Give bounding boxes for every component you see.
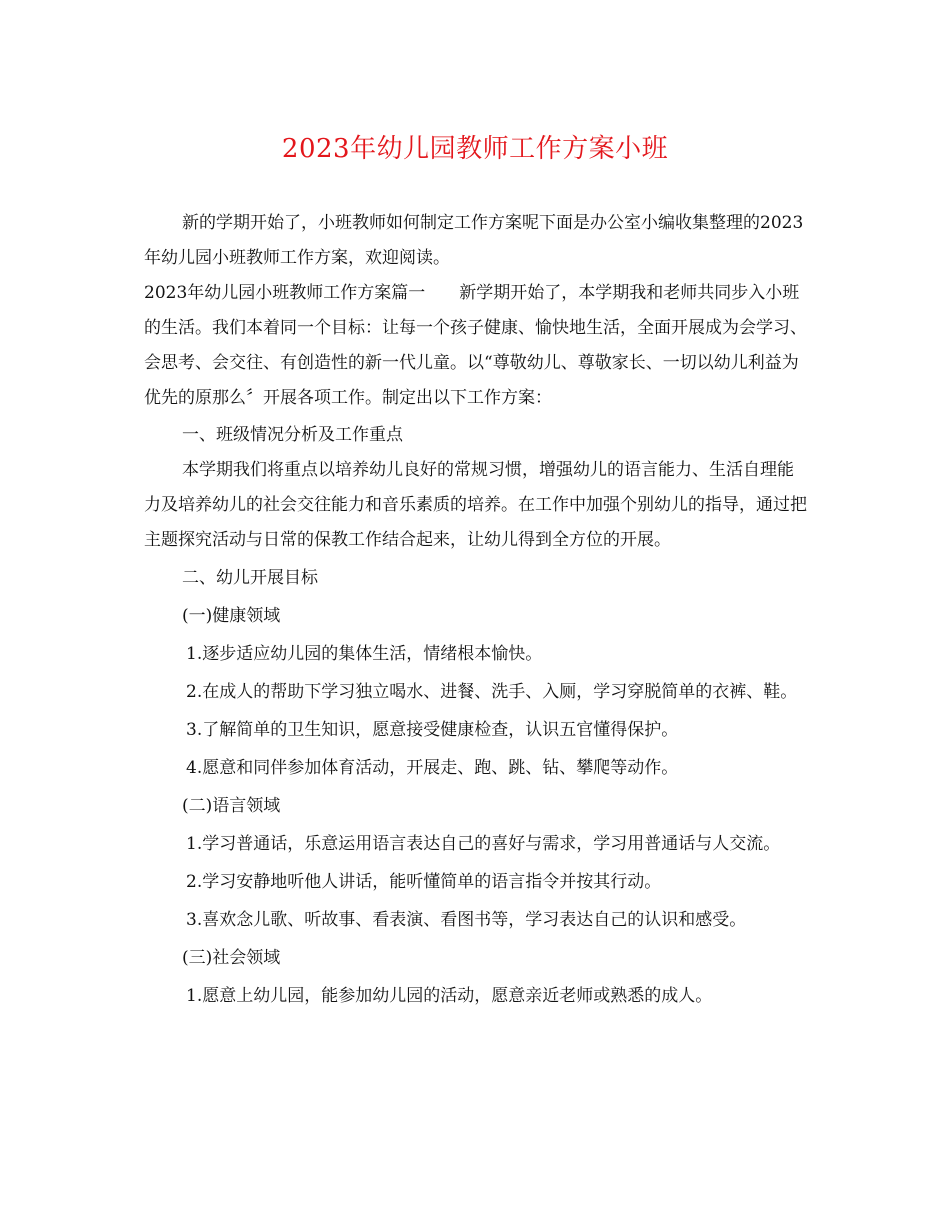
section-heading-development-goals: 二、幼儿开展目标 — [182, 568, 318, 588]
language-item-3: 3.喜欢念儿歌、听故事、看表演、看图书等，学习表达自己的认识和感受。 — [186, 910, 747, 930]
health-item-3: 3.了解简单的卫生知识，愿意接受健康检查，认识五官懂得保护。 — [186, 720, 679, 740]
health-item-2: 2.在成人的帮助下学习独立喝水、进餐、洗手、入厕，学习穿脱简单的衣裤、鞋。 — [186, 682, 798, 702]
plan-one-paragraph: 2023年幼儿园小班教师工作方案篇一 新学期开始了，本学期我和老师共同步入小班的生活。我们本着同一个目标：让每一个孩子健康、愉快地生活，全面开展成为会学习、会思考、会交往、有创造性的新一代儿童。以“尊敬幼儿、尊敬家长、一切以幼儿利益为优先的原那么〞开展各项工作。制定出以下工作方案： — [144, 283, 807, 408]
class-analysis-paragraph: 本学期我们将重点以培养幼儿良好的常规习惯，增强幼儿的语言能力、生活自理能力及培养幼儿的社会交往能力和音乐素质的培养。在工作中加强个别幼儿的指导，通过把主题探究活动与日常的保教工作结合起来，让幼儿得到全方位的开展。 — [144, 460, 807, 550]
language-item-2: 2.学习安静地听他人讲话，能听懂简单的语言指令并按其行动。 — [186, 872, 662, 892]
social-item-1: 1.愿意上幼儿园，能参加幼儿园的活动，愿意亲近老师或熟悉的成人。 — [186, 986, 713, 1006]
section-heading-class-analysis: 一、班级情况分析及工作重点 — [182, 425, 403, 445]
language-item-1: 1.学习普通话，乐意运用语言表达自己的喜好与需求，学习用普通话与人交流。 — [186, 834, 781, 854]
health-item-4: 4.愿意和同伴参加体育活动，开展走、跑、跳、钻、攀爬等动作。 — [186, 758, 679, 778]
intro-paragraph: 新的学期开始了，小班教师如何制定工作方案呢下面是办公室小编收集整理的2023年幼儿园小班教师工作方案，欢迎阅读。 — [144, 213, 804, 268]
document-body — [144, 206, 809, 1014]
subheading-language: (二)语言领域 — [182, 796, 281, 816]
document-title: 2023年幼儿园教师工作方案小班 — [281, 134, 669, 164]
subheading-social: (三)社会领域 — [182, 948, 281, 968]
subheading-health: (一)健康领域 — [182, 606, 281, 626]
health-item-1: 1.逐步适应幼儿园的集体生活，情绪根本愉快。 — [186, 644, 543, 664]
